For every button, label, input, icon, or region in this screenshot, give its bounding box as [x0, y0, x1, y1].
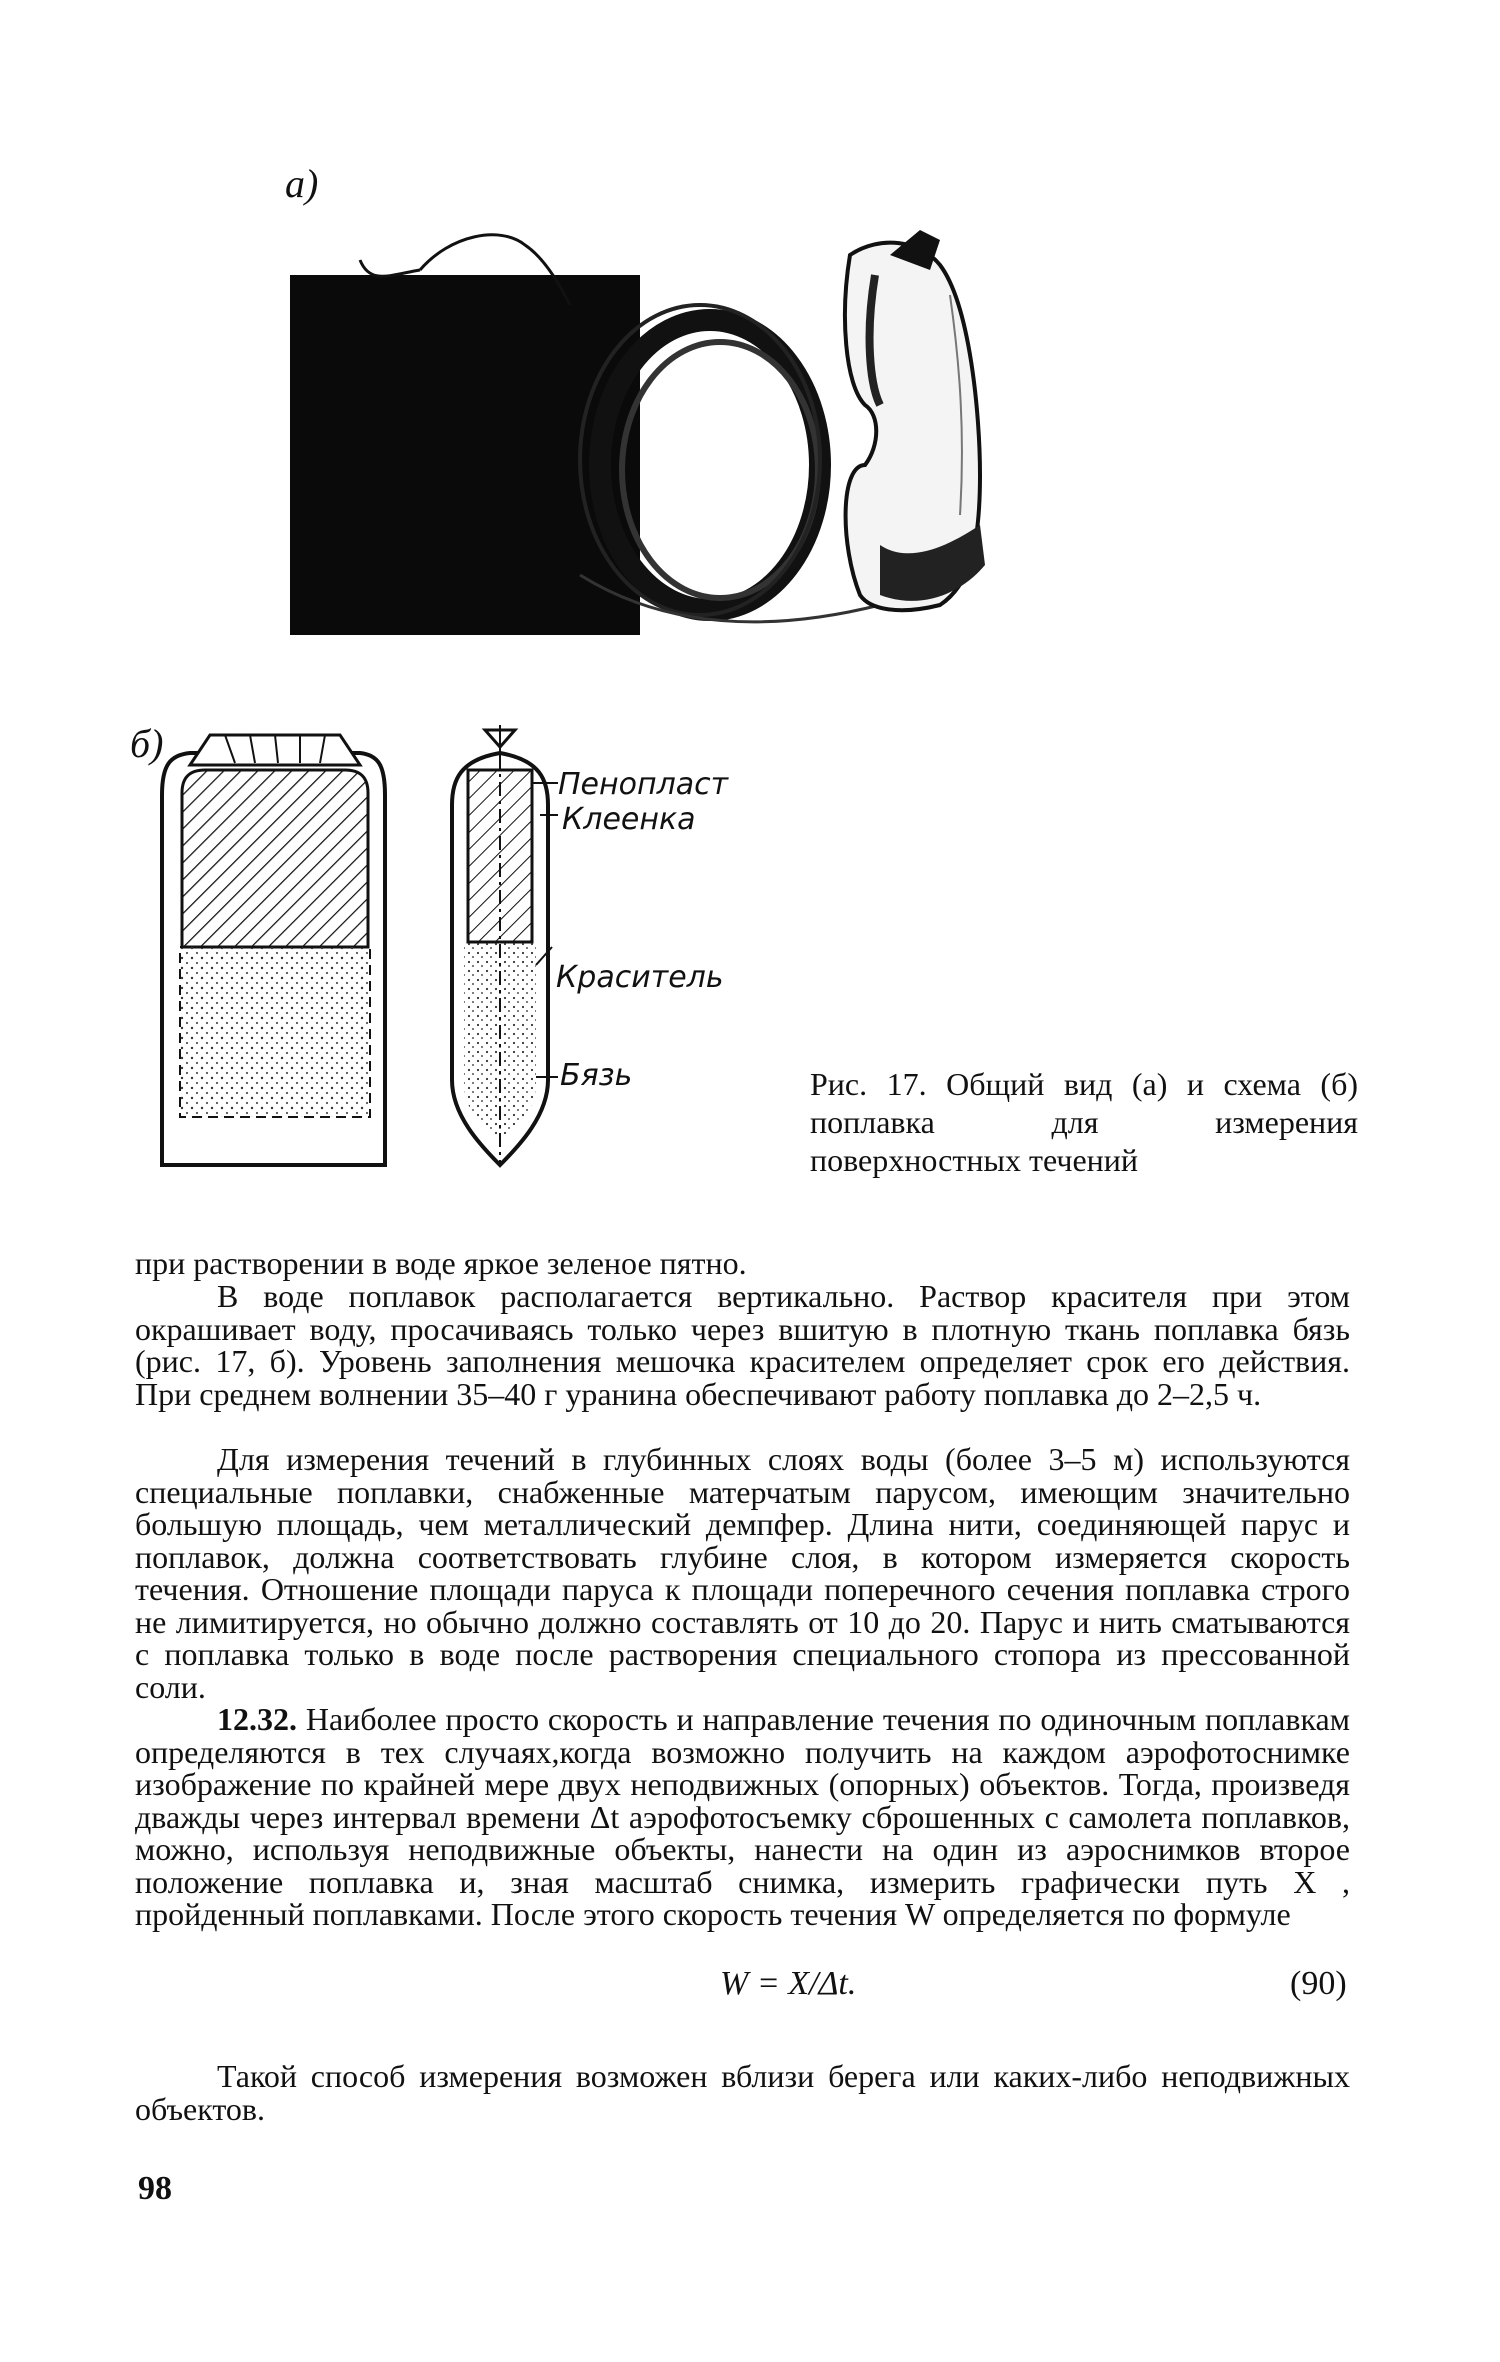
figure-a-label: а): [285, 161, 319, 206]
label-krasitel: Краситель: [556, 960, 724, 995]
formula: W = X/Δt.: [720, 1965, 857, 2002]
figure-a-photo: [280, 215, 1100, 645]
figure-b-label: б): [130, 721, 164, 766]
figure-caption: Рис. 17. Общий вид (а) и схема (б) поплавка для измерения поверхностных течений: [810, 1066, 1358, 1178]
paragraph-3-text: Для измерения течений в глубинных слоях воды (более 3–5 м) используются специальные поплавки, снабженные матерчатым парусом, имеющим значительно большую площадь, чем металлический демпфер. Длина нити, соединяющей парус и поплавок, должна соответствовать глубине слоя, в котором измеряется скорость течения. Отношение площади паруса к площади поперечного сечения поплавка строго не лимитируется, но обычно должно составлять от 10 до 20. Парус и нить сматываются с поплавка только в воде после растворения специального стопора из прессованной соли.: [135, 1441, 1350, 1705]
label-byaz: Бязь: [560, 1058, 633, 1093]
paragraph-3: [135, 1443, 1350, 1703]
section-number: 12.32.: [217, 1701, 297, 1737]
paragraph-1: [135, 1247, 1350, 1280]
paragraph-5-text: Такой способ измерения возможен вблизи берега или каких-либо неподвижных объектов.: [135, 2058, 1350, 2127]
paragraph-4: [135, 1703, 1350, 1931]
label-penoplast: Пенопласт: [558, 767, 729, 802]
page-number: 98: [138, 2170, 172, 2207]
paragraph-5: [135, 2060, 1350, 2125]
label-kleenka: Клеенка: [562, 802, 696, 837]
paragraph-2-text: В воде поплавок располагается вертикально. Раствор красителя при этом окрашивает воду, просачиваясь только через вшитую в плотную ткань поплавка бязь (рис. 17, б). Уровень заполнения мешочка красителем определяет срок его действия. При среднем волнении 35–40 г уранина обеспечивают работу поплавка до 2–2,5 ч.: [135, 1278, 1350, 1412]
paragraph-4-text: Наиболее просто скорость и направление течения по одиночным поплавкам определяются в тех случаях,когда возможно получить на каждом аэрофотоснимке изображение по крайней мере двух неподвижных (опорных) объектов. Тогда, произведя дважды через интервал времени Δt аэрофотосъемку сброшенных с самолета поплавков, можно, используя неподвижные объекты, нанести на один из аэроснимков второе положение поплавка и, зная масштаб снимка, измерить графически путь X , пройденный поплавками. После этого скорость течения W определяется по формуле: [135, 1701, 1351, 1932]
paragraph-2: [135, 1280, 1350, 1410]
paragraph-1-text: при растворении в воде яркое зеленое пятно.: [135, 1245, 747, 1281]
formula-number: (90): [1290, 1965, 1347, 2002]
